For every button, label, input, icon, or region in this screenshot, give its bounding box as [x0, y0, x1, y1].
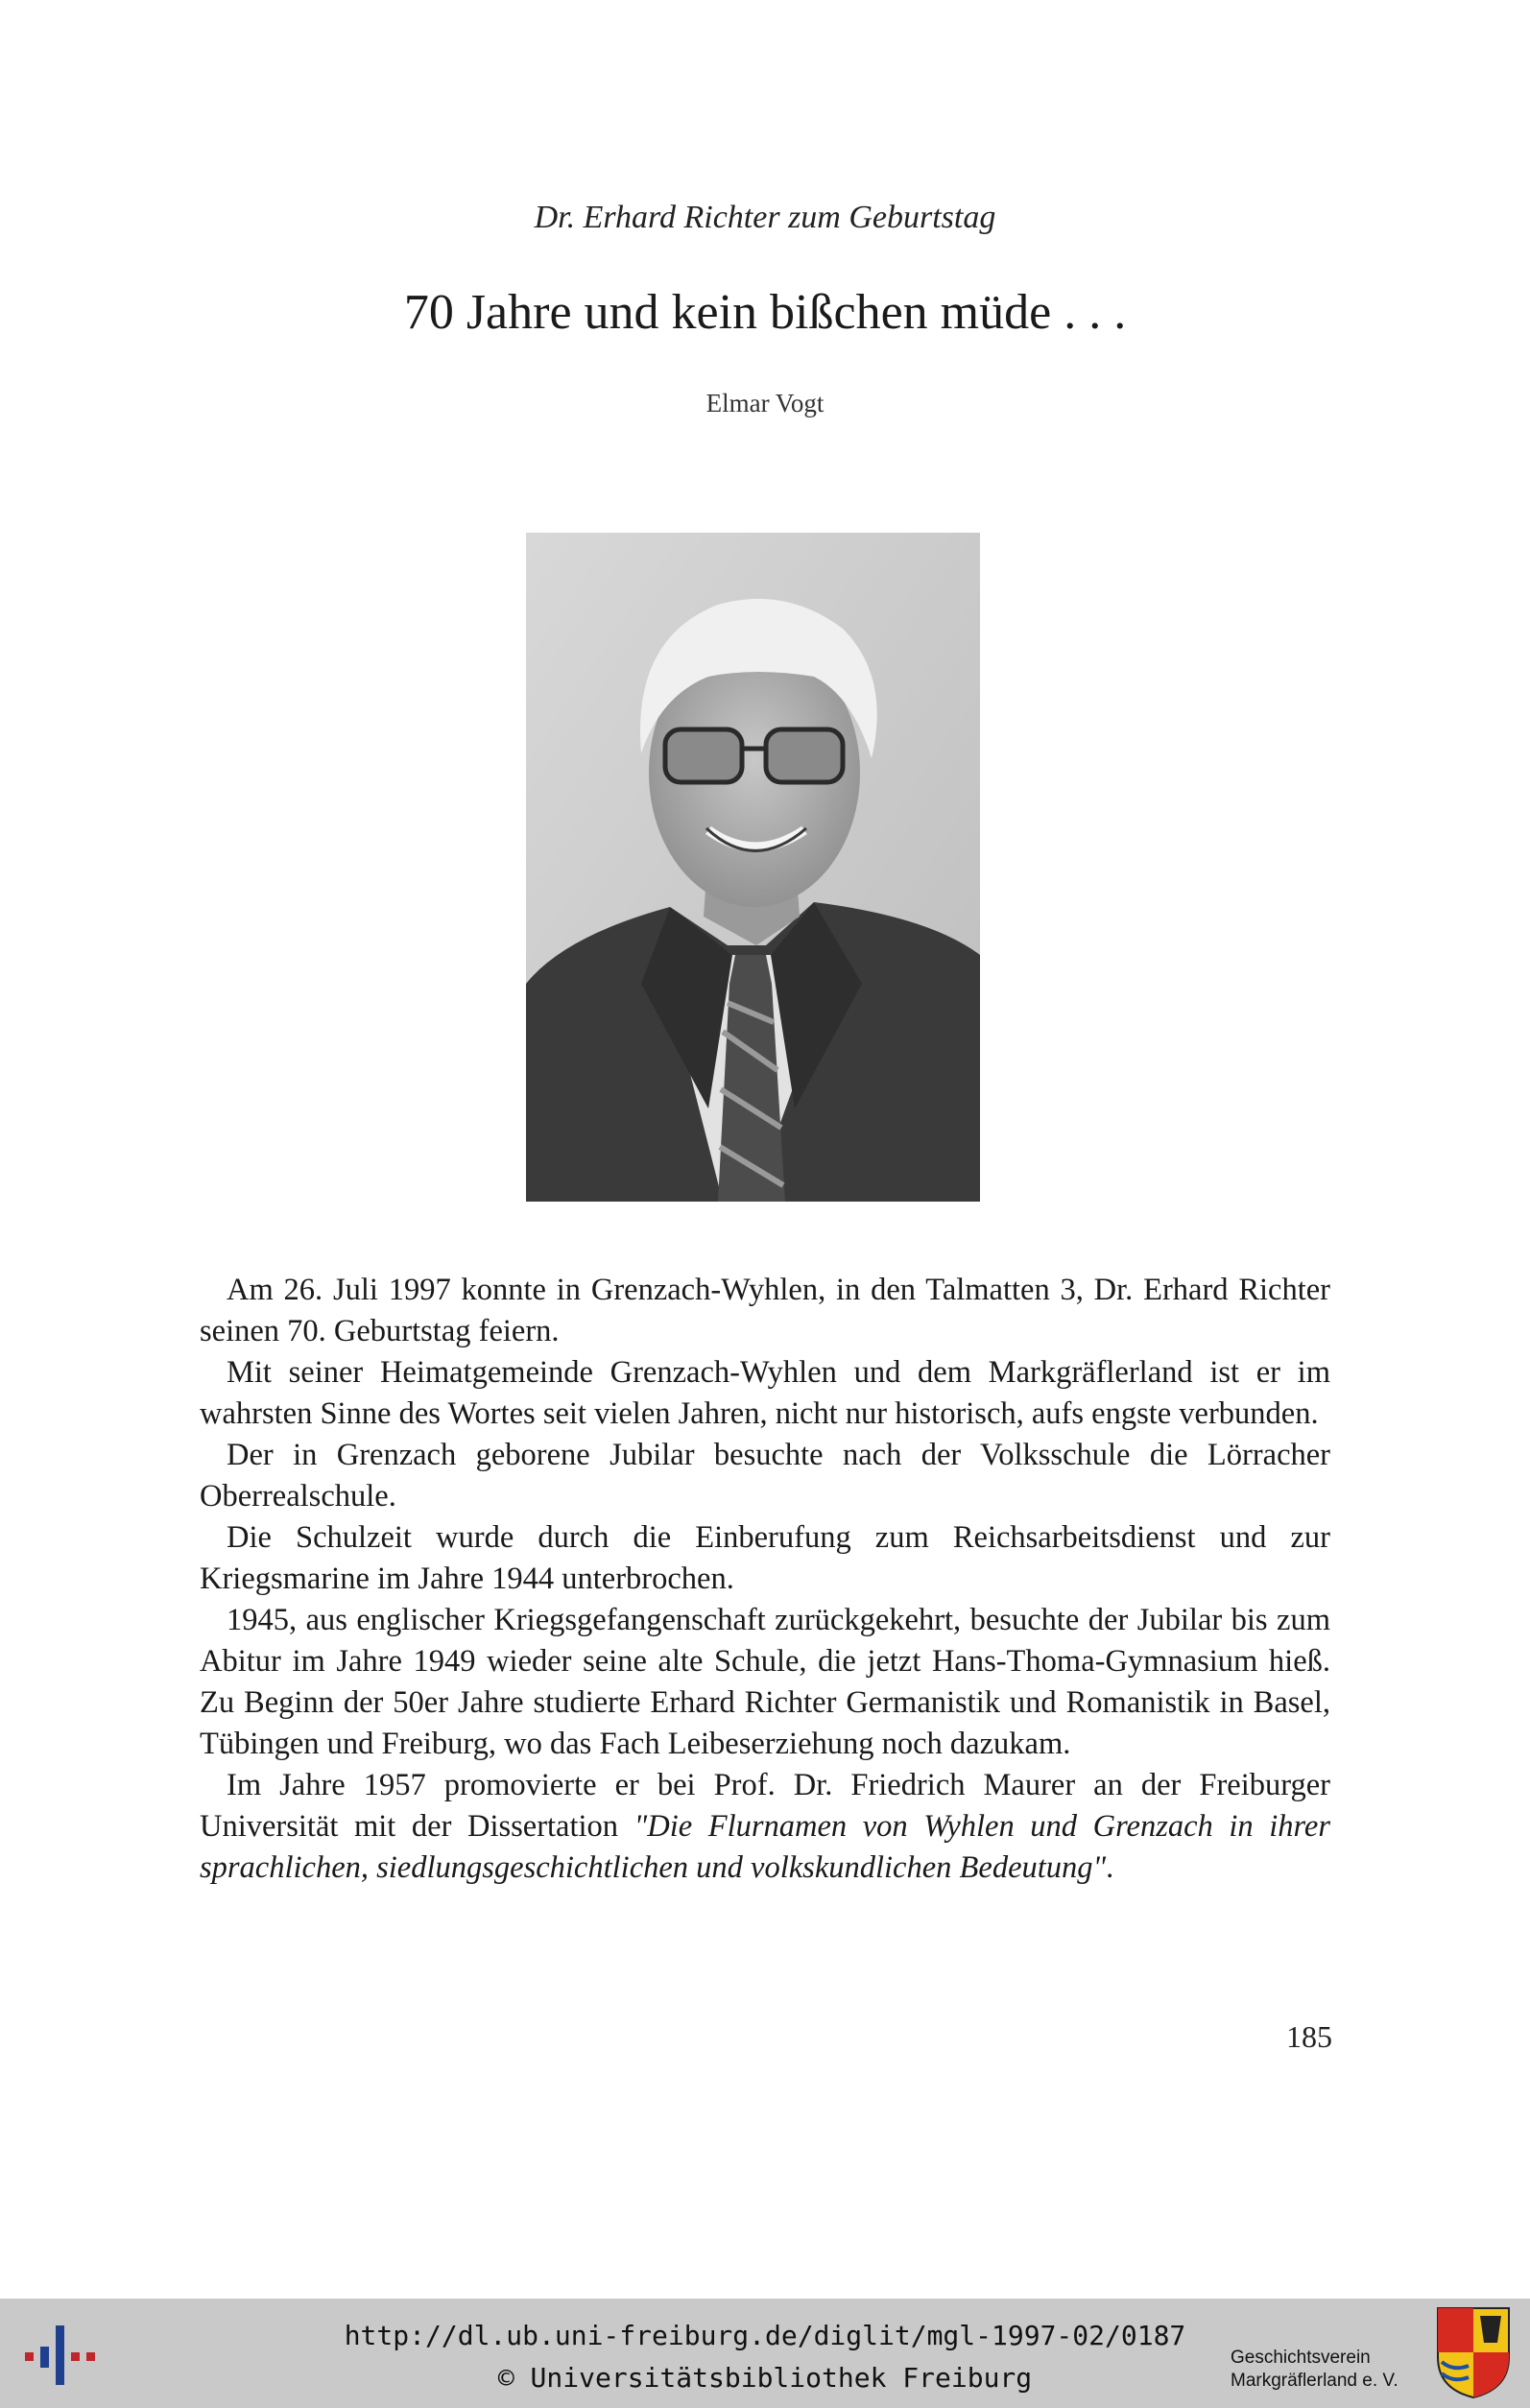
paragraph: Der in Grenzach geborene Jubilar besuchte nach der Volksschule die Lörracher Oberrealschule.	[200, 1438, 1330, 1514]
article-overline: Dr. Erhard Richter zum Geburtstag	[534, 200, 996, 235]
coat-of-arms-icon[interactable]	[1434, 2304, 1513, 2400]
paragraph-end: .	[1106, 1850, 1114, 1885]
paragraph: Am 26. Juli 1997 konnte in Grenzach-Wyhlen, in den Talmatten 3, Dr. Erhard Richter seinen 70. Geburtstag feiern.	[200, 1273, 1330, 1348]
article-author: Elmar Vogt	[705, 389, 825, 417]
portrait-photo	[526, 533, 980, 1202]
society-name-line1: Geschichtsverein	[1231, 2348, 1371, 2368]
dissertation-title: "Die Flurnamen von Wyhlen und Grenzach in ihrer sprachlichen, siedlungsgeschichtlichen und volkskundlichen Bedeutung"	[200, 1809, 1331, 1885]
page-number: 185	[1286, 2019, 1332, 2054]
article-title: 70 Jahre und kein bißchen müde . . .	[403, 285, 1127, 340]
society-name-line2: Markgräflerland e. V.	[1231, 2371, 1399, 2391]
paragraph-text: Im Jahre 1957 promovierte er bei Prof. Dr. Friedrich Maurer an der Freiburger Universität mit der Dissertation	[200, 1768, 1330, 1844]
society-name[interactable]	[1231, 2347, 1422, 2393]
paragraph: 1945, aus englischer Kriegsgefangenschaft zurückgekehrt, besuchte der Jubilar bis zum Abitur im Jahre 1949 wieder seine alte Schule, die jetzt Hans-Thoma-Gymnasium hieß. Zu Beginn der 50er Jahre studierte Erhard Richter Germanistik und Romanistik in Basel, Tübingen und Freiburg, wo das Fach Leibeserziehung noch dazukam.	[200, 1603, 1330, 1761]
paragraph-dissertation	[200, 1765, 1330, 1889]
viewer-footer	[0, 2299, 1530, 2408]
copyright-notice: © Universitätsbibliothek Freiburg	[497, 2362, 1033, 2394]
article-body	[200, 1270, 1330, 1889]
permalink-url[interactable]: http://dl.ub.uni-freiburg.de/diglit/mgl-1997-02/0187	[344, 2320, 1186, 2351]
paragraph: Die Schulzeit wurde durch die Einberufung zum Reichsarbeitsdienst und zur Kriegsmarine im Jahre 1944 unterbrochen.	[200, 1520, 1330, 1596]
paragraph: Mit seiner Heimatgemeinde Grenzach-Wyhlen und dem Markgräflerland ist er im wahrsten Sinne des Wortes seit vielen Jahren, nicht nur historisch, aufs engste verbunden.	[200, 1355, 1330, 1431]
